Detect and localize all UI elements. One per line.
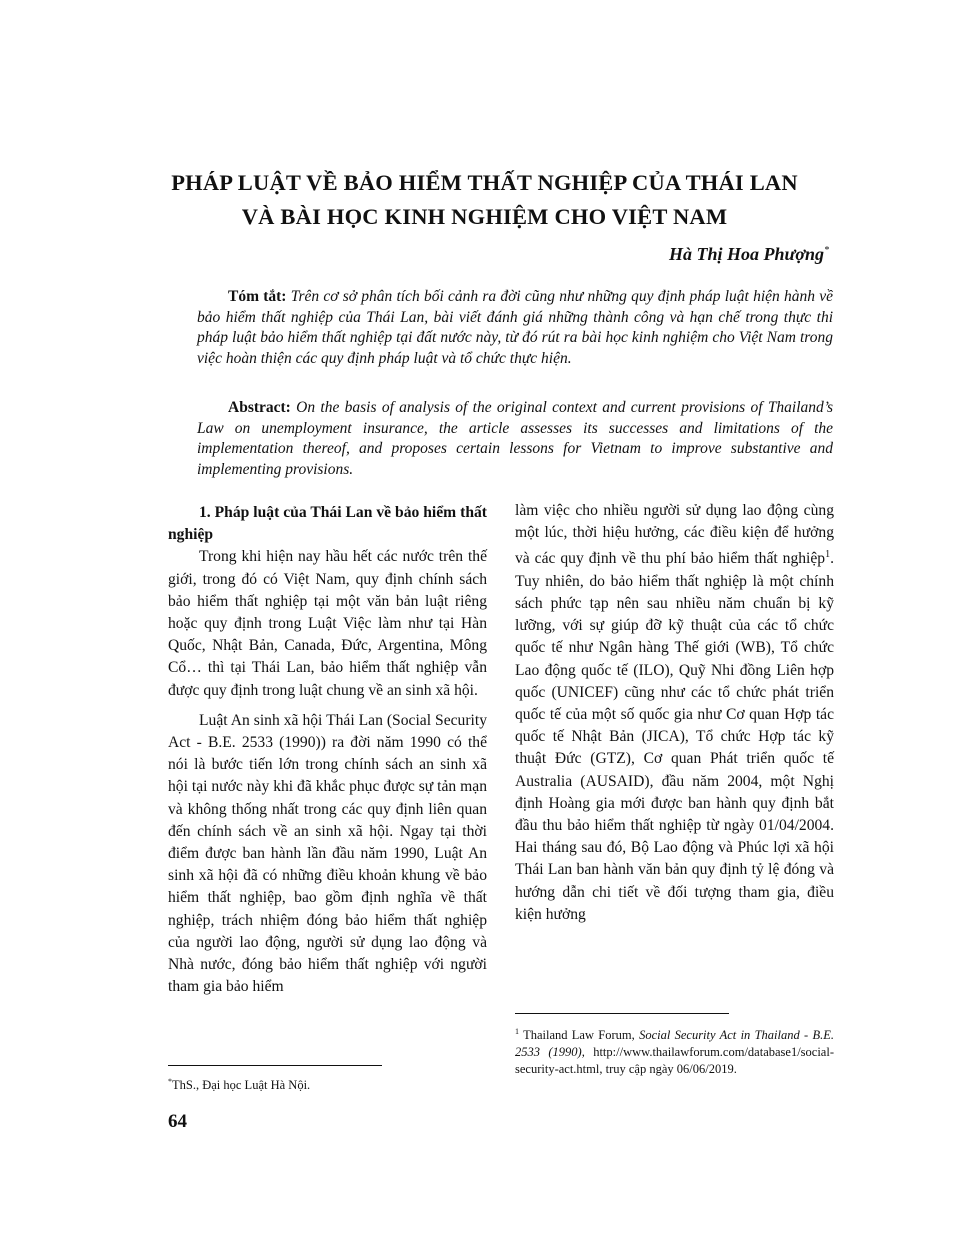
footnote-divider-left — [168, 1065, 382, 1066]
right-text-before-ref: làm việc cho nhiều người sử dụng lao động cùng một lúc, thời hiệu hưởng, các điều kiện để hưởng và các quy định về thu phí bảo hiểm thất nghiệp — [515, 502, 834, 568]
summary-en-text: On the basis of analysis of the original context and current provisions of Thailand’s Law on unemployment insurance, the article assesses its successes and limitations of the implementation thereof, and proposes certain lessons for Vietnam to improve substantive and implementing provisions. — [197, 399, 833, 478]
footnote-1-title: Social Security Act in Thailand - B.E. 2533 (1990), — [515, 1028, 834, 1060]
right-paragraph — [515, 500, 834, 926]
footnote-1-mark: 1 — [515, 1027, 519, 1036]
left-paragraph-1: Trong khi hiện nay hầu hết các nước trên thế giới, trong đó có Việt Nam, quy định chính sách bảo hiểm thất nghiệp tại một văn bản luật riêng hoặc quy định trong Luật Việc làm như tại Hàn Quốc, Nhật Bản, Canada, Đức, Argentina, Mông Cổ… thì tại Thái Lan, bảo hiểm thất nghiệp vẫn được quy định trong luật chung về an sinh xã hội. — [168, 548, 487, 699]
summary-vi-text: Trên cơ sở phân tích bối cảnh ra đời cũng như những quy định pháp luật hiện hành về bảo hiểm thất nghiệp của Thái Lan, bài viết đánh giá những thành công và hạn chế trong thực thi pháp luật bảo hiểm thất nghiệp tại đất nước này, từ đó rút ra bài học kinh nghiệm cho Việt Nam trong việc hoàn thiện các quy định pháp luật và tổ chức thực hiện. — [197, 288, 833, 367]
summary-vi-label: Tóm tắt: — [228, 288, 287, 305]
left-paragraph-2: Luật An sinh xã hội Thái Lan (Social Security Act - B.E. 2533 (1990)) ra đời năm 1990 có thể nói là bước tiến lớn trong chính sách an sinh xã hội tại nước này khi đã khắc phục được sự tản mạn và không thống nhất trong các quy định liên quan đến chính sách về an sinh xã hội. Ngay tại thời điểm được ban hành lần đầu năm 1990, Luật An sinh xã hội đã có những điều khoản khung về bảo hiểm thất nghiệp, bao gồm định nghĩa về thất nghiệp, trách nhiệm đóng bảo hiểm thất nghiệp của người lao động, người sử dụng lao động và Nhà nước, đóng bảo hiểm thất nghiệp với người tham gia bảo hiểm — [168, 711, 487, 996]
right-column — [515, 500, 834, 926]
title-line-2: VÀ BÀI HỌC KINH NGHIỆM CHO VIỆT NAM — [241, 204, 728, 229]
footnote-1-lead: Thailand Law Forum, — [523, 1028, 635, 1043]
right-text-after-ref: . Tuy nhiên, do bảo hiểm thất nghiệp là một chính sách phức tạp nên sau nhiều năm chuẩn bị kỹ lưỡng, với sự giúp đỡ kỹ thuật của các tổ chức quốc tế như Ngân hàng Thế giới (WB), Tổ chức Lao động quốc tế (ILO), Quỹ Nhi đồng Liên hợp quốc (UNICEF) cũng như các tổ chức phát triển quốc tế của một số quốc gia như Cơ quan Hợp tác quốc tế Nhật Bản (JICA), Tổ chức Hợp tác kỹ thuật Đức (GTZ), Cơ quan Phát triển quốc tế Australia (AUSAID), đầu năm 2004, một Nghị định Hoàng gia mới được ban hành quy định bắt đầu thu bảo hiểm thất nghiệp từ ngày 01/04/2004. Hai tháng sau đó, Bộ Lao động và Phúc lợi xã hội Thái Lan ban hành văn bản quy định tỷ lệ đóng và hướng dẫn chi tiết về đối tượng tham gia, điều kiện hưởng — [515, 550, 834, 923]
footnote-divider-right — [515, 1013, 729, 1014]
summary-english — [197, 398, 833, 480]
footnote-author — [168, 1073, 487, 1094]
page-number: 64 — [168, 1111, 187, 1132]
footnote-1-rest: http://www.thailawforum.com/database1/social-security-act.html, truy cập ngày 06/06/2019. — [515, 1045, 834, 1077]
summary-en-label: Abstract: — [228, 399, 291, 416]
footnote-author-text: ThS., Đại học Luật Hà Nội. — [172, 1078, 311, 1093]
section-heading: 1. Pháp luật của Thái Lan về bảo hiểm thất nghiệp — [168, 504, 487, 544]
left-column — [168, 502, 487, 998]
author-name-text: Hà Thị Hoa Phượng — [669, 244, 824, 264]
author-footnote-mark: * — [824, 245, 829, 256]
article-title — [0, 166, 969, 234]
footnote-ref-1: 1 — [825, 549, 831, 561]
summary-vietnamese — [197, 287, 833, 369]
footnote-author-mark: * — [168, 1077, 172, 1086]
title-line-1: PHÁP LUẬT VỀ BẢO HIỂM THẤT NGHIỆP CỦA THÁI LAN — [171, 170, 798, 195]
footnote-1 — [515, 1023, 834, 1078]
author-name — [669, 244, 829, 265]
